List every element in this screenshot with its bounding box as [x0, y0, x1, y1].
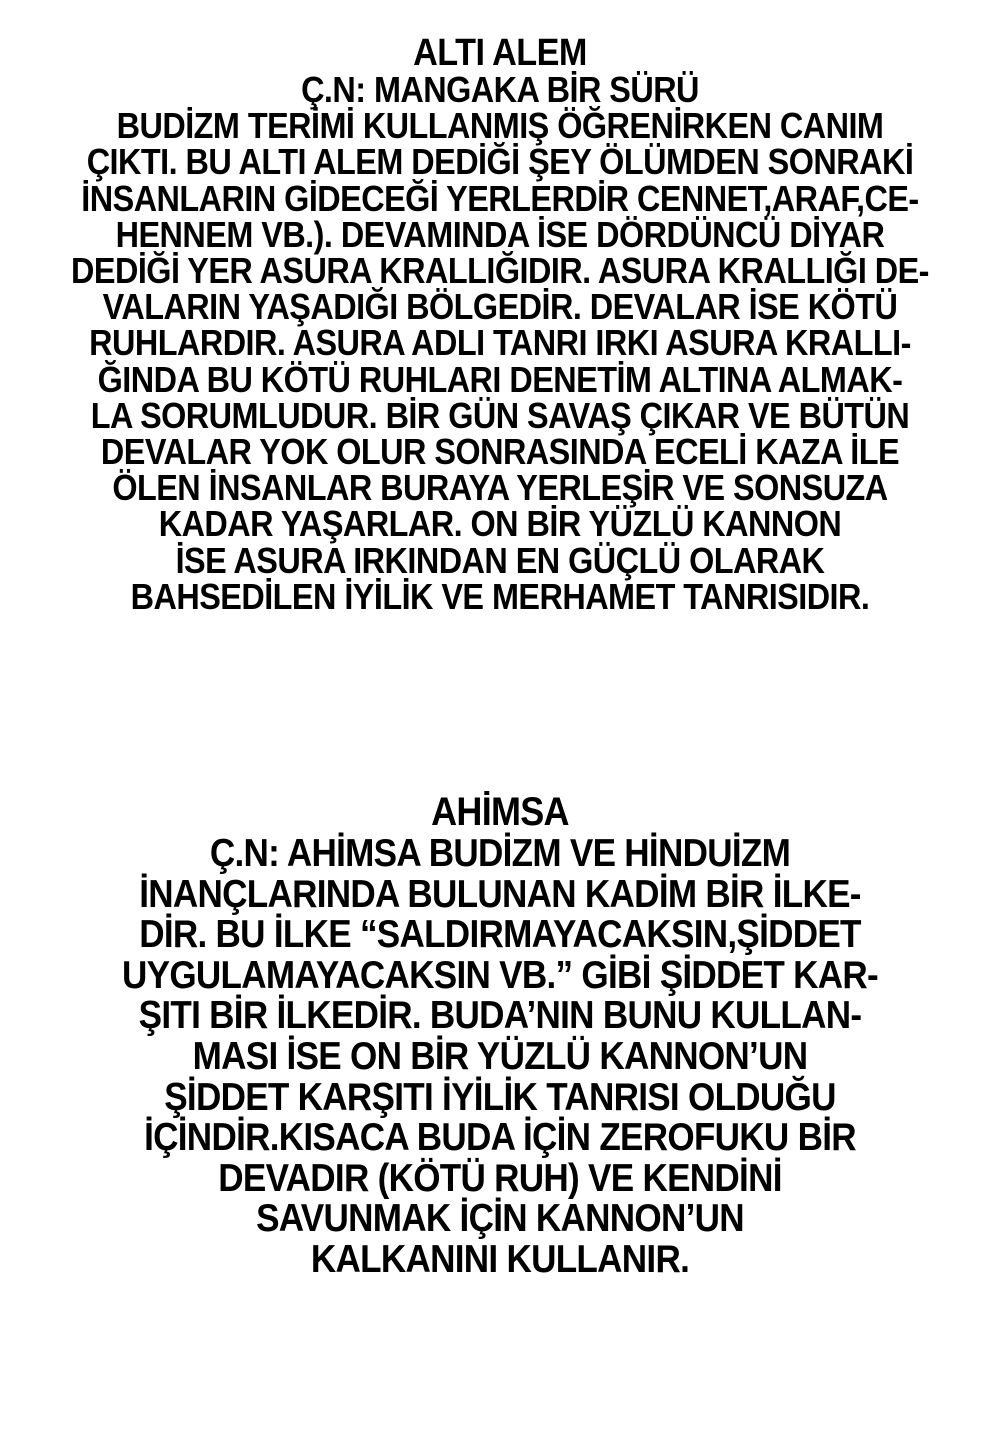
section-heading: AHİMSA	[431, 790, 569, 834]
note-line: İÇİNDİR.KISACA BUDA İÇİN ZEROFUKU BİR	[144, 1116, 856, 1160]
note-line: SAVUNMAK İÇİN KANNON’UN	[256, 1197, 744, 1241]
note-line: DİR. BU İLKE “SALDIRMAYACAKSIN,ŞİDDET	[139, 913, 861, 957]
note-line: ŞİDDET KARŞITI İYİLİK TANRISI OLDUĞU	[164, 1075, 836, 1119]
note-line: BUDİZM TERİMİ KULLANMIŞ ÖĞRENİRKEN CANIM	[116, 105, 884, 147]
note-line: ÖLEN İNSANLAR BURAYA YERLEŞİR VE SONSUZA	[112, 467, 888, 509]
note-line: ŞITI BİR İLKEDİR. BUDA’NIN BUNU KULLAN-	[138, 994, 862, 1038]
note-section-alti-alem	[0, 34, 1000, 615]
note-line: RUHLARDIR. ASURA ADLI TANRI IRKI ASURA KRALLI-	[89, 322, 911, 364]
note-line: İNANÇLARINDA BULUNAN KADİM BİR İLKE-	[139, 872, 861, 916]
section-heading: ALTI ALEM	[413, 32, 587, 74]
note-line: İSE ASURA IRKINDAN EN GÜÇLÜ OLARAK	[175, 539, 825, 581]
note-line: DEDİĞİ YER ASURA KRALLIĞIDIR. ASURA KRALLIĞI DE-	[71, 250, 929, 292]
note-line: LA SORUMLUDUR. BİR GÜN SAVAŞ ÇIKAR VE BÜTÜN	[90, 394, 910, 436]
note-line: BAHSEDİLEN İYİLİK VE MERHAMET TANRISIDIR.	[130, 575, 870, 617]
note-section-ahimsa	[0, 790, 1000, 1281]
note-line: İNSANLARIN GİDECEĞİ YERLERDİR CENNET,ARAF,CE-	[81, 177, 919, 219]
note-line: KALKANINI KULLANIR.	[310, 1237, 690, 1281]
note-line: DEVADIR (KÖTÜ RUH) VE KENDİNİ	[218, 1156, 782, 1200]
note-line: UYGULAMAYACAKSIN VB.” GİBİ ŞİDDET KAR-	[122, 953, 878, 997]
note-line: MASI İSE ON BİR YÜZLÜ KANNON’UN	[192, 1034, 808, 1078]
note-line: DEVALAR YOK OLUR SONRASINDA ECELİ KAZA İLE	[100, 431, 900, 473]
note-line: ĞINDA BU KÖTÜ RUHLARI DENETİM ALTINA ALMAK-	[97, 358, 903, 400]
note-line: VALARIN YAŞADIĞI BÖLGEDİR. DEVALAR İSE KÖTÜ	[102, 286, 898, 328]
note-line: ÇIKTI. BU ALTI ALEM DEDİĞİ ŞEY ÖLÜMDEN SONRAKİ	[86, 141, 914, 183]
note-line: HENNEM VB.). DEVAMINDA İSE DÖRDÜNCÜ DİYAR	[115, 213, 885, 255]
note-line: KADAR YAŞARLAR. ON BİR YÜZLÜ KANNON	[158, 503, 842, 545]
note-line: Ç.N: AHİMSA BUDİZM VE HİNDUİZM	[209, 832, 791, 875]
note-line: Ç.N: MANGAKA BİR SÜRÜ	[301, 69, 699, 110]
